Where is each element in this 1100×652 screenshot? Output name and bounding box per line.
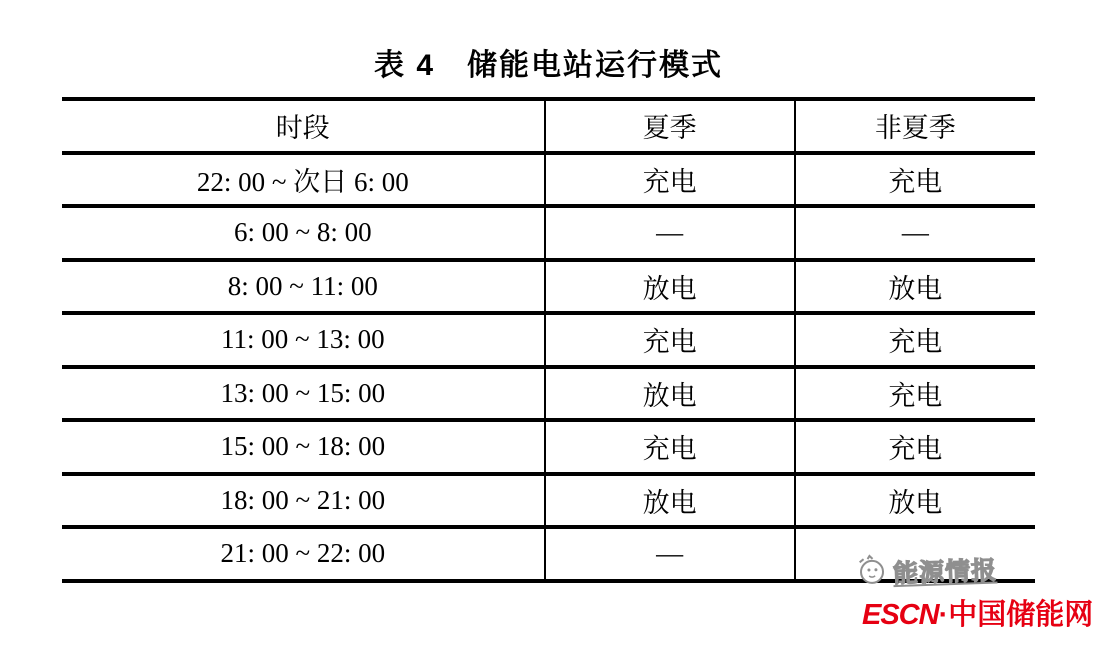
non-summer-mode-cell: 充电 [795,367,1035,421]
summer-mode-cell: 放电 [545,367,795,421]
time-period-cell: 15: 00 ~ 18: 00 [62,420,545,474]
table-header-row [62,99,1035,153]
watermark-red-dot: · [938,599,949,631]
summer-mode-cell: 充电 [545,420,795,474]
table-row [62,260,1035,314]
column-header-time-period: 时段 [62,99,545,153]
watermark-red-latin: ESCN [862,599,939,631]
summer-mode-cell: — [545,206,795,260]
table-row [62,313,1035,367]
energy-intel-logo-icon [855,553,888,591]
table-row [62,153,1035,207]
time-period-cell: 6: 00 ~ 8: 00 [62,206,545,260]
table-row [62,474,1035,528]
time-period-cell: 8: 00 ~ 11: 00 [62,260,545,314]
non-summer-mode-cell: — [795,206,1035,260]
summer-mode-cell: 放电 [545,474,795,528]
operation-mode-table [62,97,1035,583]
time-period-cell: 18: 00 ~ 21: 00 [62,474,545,528]
summer-mode-cell: 充电 [545,153,795,207]
watermark-red-brand [862,592,1093,633]
non-summer-mode-cell: 充电 [795,420,1035,474]
non-summer-mode-cell: 放电 [795,260,1035,314]
table-row [62,367,1035,421]
watermark-gray-line [855,550,997,592]
table-row [62,420,1035,474]
column-header-non-summer: 非夏季 [795,99,1035,153]
non-summer-mode-cell: 充电 [795,153,1035,207]
non-summer-mode-cell: 放电 [795,474,1035,528]
time-period-cell: 22: 00 ~ 次日 6: 00 [62,153,545,207]
summer-mode-cell: 充电 [545,313,795,367]
watermark [848,548,1098,648]
table-title: 表 4 储能电站运行模式 [373,49,724,82]
time-period-cell: 11: 00 ~ 13: 00 [62,313,545,367]
summer-mode-cell: 放电 [545,260,795,314]
time-period-cell: 21: 00 ~ 22: 00 [62,527,545,581]
column-header-summer: 夏季 [545,99,795,153]
non-summer-mode-cell: 充电 [795,313,1035,367]
watermark-gray-label: 能源情报 [892,556,998,588]
table-row [62,206,1035,260]
table-body [62,153,1035,581]
watermark-red-cn: 中国储能网 [948,599,1094,631]
summer-mode-cell: — [545,527,795,581]
time-period-cell: 13: 00 ~ 15: 00 [62,367,545,421]
